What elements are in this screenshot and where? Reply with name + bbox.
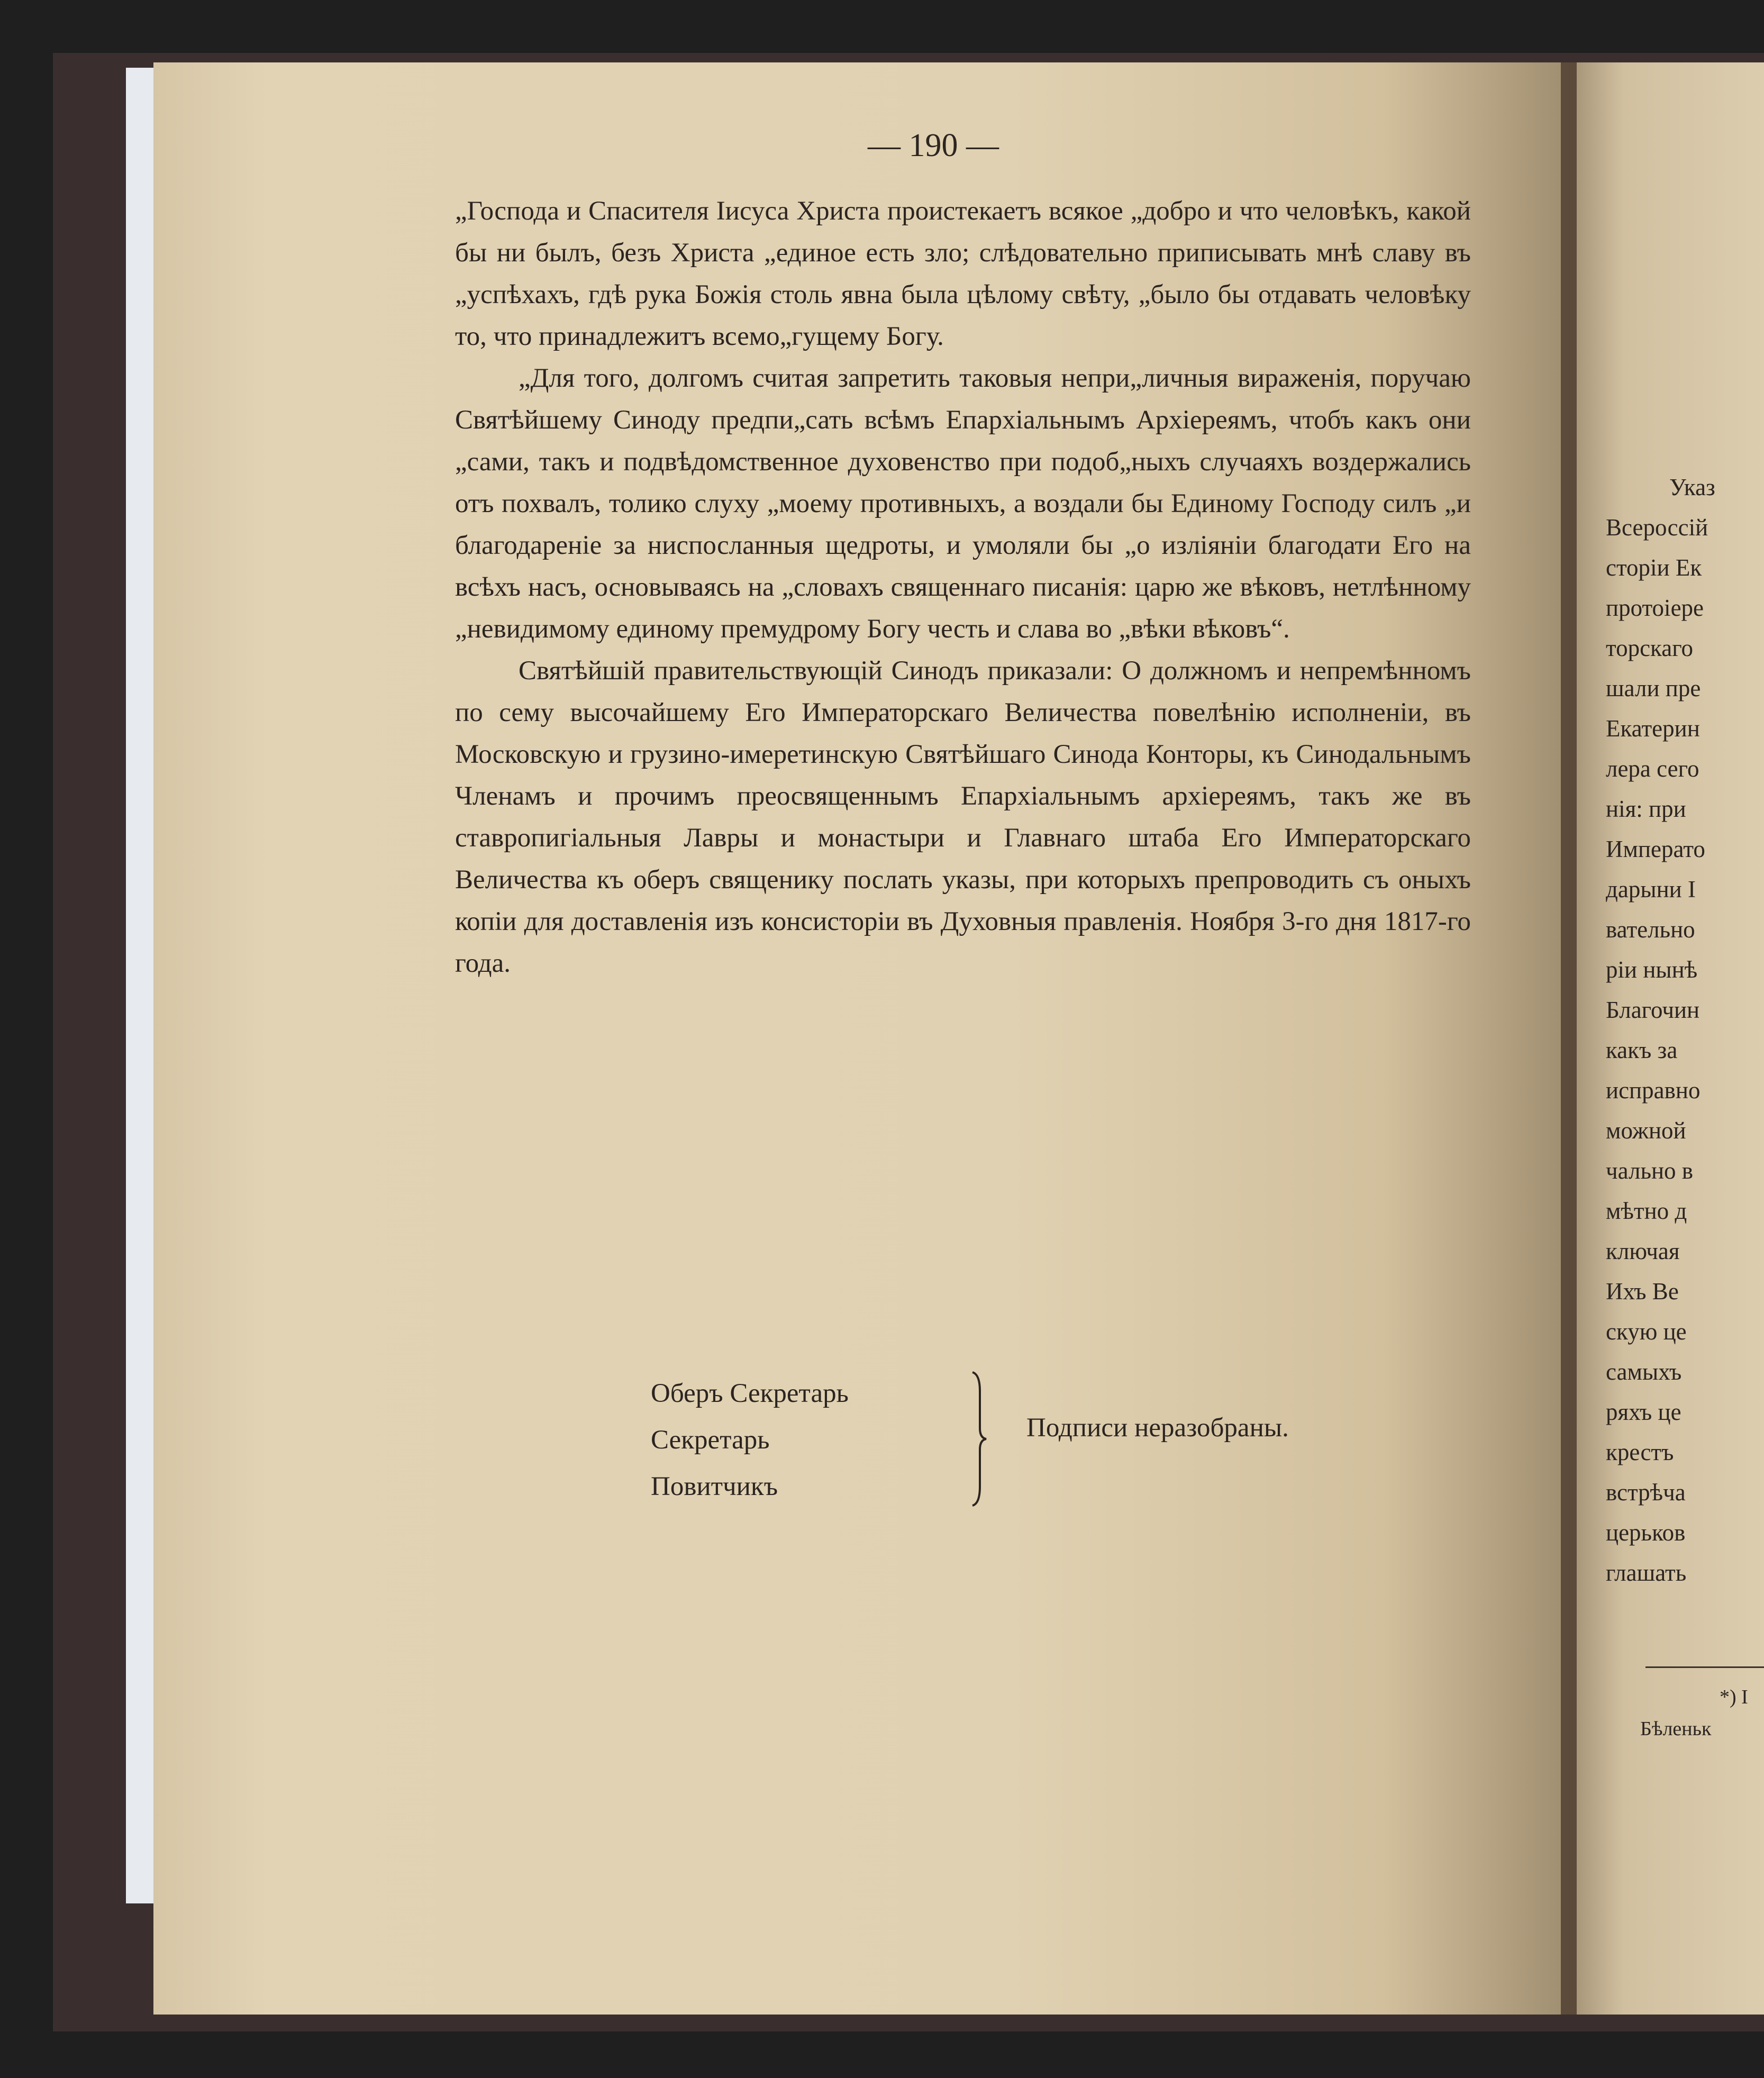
text-line: чально в	[1606, 1158, 1694, 1184]
right-page-text	[1606, 467, 1715, 1593]
text-line: глашать	[1606, 1560, 1687, 1586]
text-line: нія: при	[1606, 796, 1686, 822]
book-gutter	[1561, 62, 1577, 2015]
text-line: дарыни I	[1606, 876, 1696, 903]
text-line: ряхъ це	[1606, 1399, 1681, 1425]
footnote	[1640, 1681, 1748, 1745]
footnote-line: *) I	[1720, 1686, 1748, 1708]
text-line: Указ	[1669, 474, 1715, 500]
paragraph-1: „Господа и Спасителя Iисуса Христа проистекаетъ всякое „добро и что человѣкъ, какой бы ни былъ, безъ Христа „единое есть зло; слѣдовательно приписывать мнѣ славу въ „успѣхахъ, гдѣ рука Божія столь явна была цѣлому свѣту, „было бы отдавать человѣку то, что принадлежитъ всемо„гущему Богу.	[455, 196, 1471, 351]
text-line: вательно	[1606, 916, 1695, 943]
right-page	[1577, 62, 1764, 2015]
footnote-line: Бѣленьк	[1640, 1718, 1712, 1740]
text-line: Благочин	[1606, 997, 1700, 1023]
text-line: протоіере	[1606, 595, 1704, 621]
text-line: можной	[1606, 1117, 1686, 1144]
text-line: мѣтно д	[1606, 1198, 1687, 1224]
text-line: Всероссій	[1606, 514, 1708, 541]
signature-title: Повитчикъ	[651, 1472, 778, 1501]
cover-edge	[126, 68, 158, 1903]
text-line: какъ за	[1606, 1037, 1678, 1063]
text-line: Екатерин	[1606, 715, 1700, 742]
text-line: Ихъ Ве	[1606, 1278, 1679, 1305]
text-line: встрѣча	[1606, 1479, 1686, 1506]
text-line: крестъ	[1606, 1439, 1674, 1465]
curly-brace-icon	[968, 1370, 989, 1508]
text-line: шали пре	[1606, 675, 1701, 701]
footnote-divider	[1645, 1666, 1764, 1668]
text-line: ключая	[1606, 1238, 1680, 1264]
text-line: Императо	[1606, 836, 1705, 862]
signature-title: Секретарь	[651, 1425, 770, 1455]
text-line: сторіи Ек	[1606, 554, 1702, 581]
left-page-body	[455, 190, 1471, 985]
text-line: исправно	[1606, 1077, 1701, 1104]
signature-title: Оберъ Секретарь	[651, 1379, 849, 1408]
paragraph-3: Святѣйшій правительствующій Синодъ приказали: О должномъ и непремѣнномъ по сему высочайшему Его Императорскаго Величества повелѣнію исполненіи, въ Московскую и грузино-имеретинскую Святѣйшаго Синода Конторы, къ Синодальнымъ Членамъ и прочимъ преосвященнымъ Епархіальнымъ архіереямъ, такъ же въ ставропигіальныя Лавры и монастыри и Главнаго штаба Его Императорскаго Величества къ оберъ священику послать указы, при которыхъ препроводить съ оныхъ копіи для доставленія изъ консисторіи въ Духовныя правленія. Ноября 3-го дня 1817-го года.	[455, 656, 1471, 978]
text-line: скую це	[1606, 1318, 1687, 1345]
page-number: — 190 —	[868, 127, 999, 163]
text-line: самыхъ	[1606, 1359, 1682, 1385]
text-line: церьков	[1606, 1519, 1686, 1546]
text-line: торскаго	[1606, 635, 1694, 661]
text-line: ріи нынѣ	[1606, 956, 1698, 983]
text-line: лера сего	[1606, 755, 1699, 782]
signature-titles	[651, 1370, 849, 1510]
signature-note: Подписи неразобраны.	[1026, 1413, 1289, 1443]
paragraph-2: „Для того, долгомъ считая запретить таковыя непри„личныя вираженія, поручаю Святѣйшему Синоду предпи„сать всѣмъ Епархіальнымъ Архіереямъ, чтобъ какъ они „сами, такъ и подвѣдомственное духовенство при подоб„ныхъ случаяхъ воздержались отъ похвалъ, толико слуху „моему противныхъ, а воздали бы Единому Господу силъ „и благодареніе за ниспосланныя щедроты, и умоляли бы „о изліяніи благодати Его на всѣхъ насъ, основываясь на „словахъ священнаго писанія: царю же вѣковъ, нетлѣнному „невидимому единому премудрому Богу честь и слава во „вѣки вѣковъ“.	[455, 363, 1471, 644]
